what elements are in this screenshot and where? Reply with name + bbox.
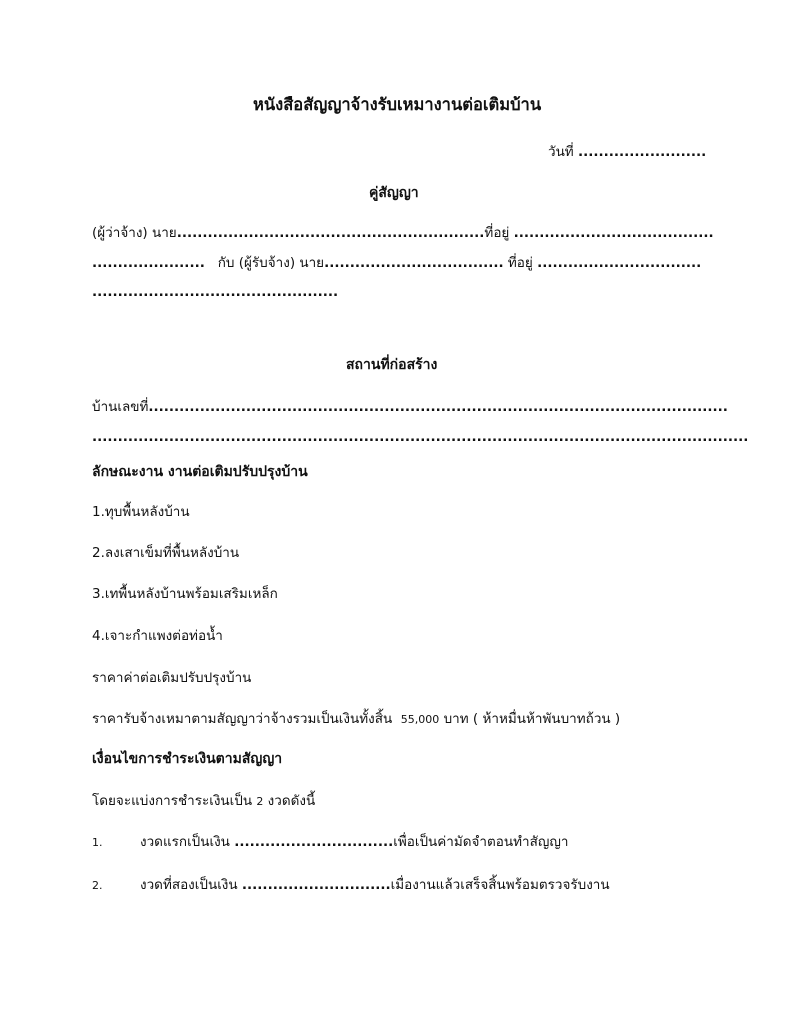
installment-2-dots: ............................. [241, 877, 391, 893]
parties-heading: คู่สัญญา [369, 185, 419, 201]
payment-intro-suffix: งวดดังนี้ [267, 793, 316, 809]
date-label: วันที่ [548, 144, 574, 160]
work-item-1: 1.ทุบพื้นหลังบ้าน [92, 504, 190, 520]
price-amount: 55,000 [400, 713, 440, 726]
installment-1-number: 1. [92, 836, 103, 849]
house-number-dots: ................................................................................................................. [148, 399, 728, 415]
installment-2 [92, 876, 610, 895]
parties-line-3 [92, 283, 338, 301]
installment-2-number: 2. [92, 879, 103, 892]
site-line-2 [92, 428, 748, 446]
employer-address-dots: ....................................... [513, 225, 714, 241]
employer-address-dots-cont: ...................... [92, 255, 205, 271]
contractor-name-dots: ................................... [324, 255, 504, 271]
price-text: ราคารับจ้างเหมาตามสัญญาว่าจ้างรวมเป็นเงินทั้งสิ้น [92, 711, 393, 727]
work-item-4: 4.เจาะกำแพงต่อท่อน้ำ [92, 628, 223, 644]
installment-1-label: งวดแรกเป็นเงิน [140, 834, 230, 850]
contractor-address-dots: ................................ [537, 255, 702, 271]
payment-intro [92, 792, 315, 811]
payment-intro-count: 2 [256, 795, 264, 808]
employer-address-label: ที่อยู่ [484, 225, 510, 241]
parties-line-2 [92, 254, 701, 272]
contractor-address-label: ที่อยู่ [507, 255, 533, 271]
installment-1-dots: ............................... [234, 834, 394, 850]
contractor-address-dots-cont: ................................................ [92, 284, 339, 300]
employer-label: (ผู้ว่าจ้าง) นาย [92, 225, 177, 241]
date-dots: ......................... [578, 144, 707, 160]
contractor-label: กับ (ผู้รับจ้าง) นาย [217, 255, 325, 271]
document-title: หนังสือสัญญาจ้างรับเหมางานต่อเติมบ้าน [253, 95, 542, 114]
site-line-1 [92, 398, 728, 416]
price-heading: ราคาค่าต่อเติมปรับปรุงบ้าน [92, 670, 252, 686]
work-item-3: 3.เทพื้นหลังบ้านพร้อมเสริมเหล็ก [92, 586, 278, 602]
payment-heading: เงื่อนไขการชำระเงินตามสัญญา [92, 751, 283, 767]
parties-line-1 [92, 224, 714, 242]
site-heading: สถานที่ก่อสร้าง [346, 357, 438, 373]
price-unit: บาท ( ห้าหมื่นห้าพันบาทถ้วน ) [443, 711, 621, 727]
site-address-dots: ................................................................................................................................ [92, 429, 749, 445]
work-item-2: 2.ลงเสาเข็มที่พื้นหลังบ้าน [92, 545, 240, 561]
installment-2-label: งวดที่สองเป็นเงิน [140, 877, 238, 893]
installment-2-desc: เมื่องานแล้วเสร็จสิ้นพร้อมตรวจรับงาน [390, 877, 610, 893]
price-line [92, 710, 620, 729]
installment-1-desc: เพื่อเป็นค่ามัดจำตอนทำสัญญา [393, 834, 569, 850]
house-number-label: บ้านเลขที่ [92, 399, 149, 415]
work-heading: ลักษณะงาน งานต่อเติมปรับปรุงบ้าน [92, 464, 308, 480]
payment-intro-text: โดยจะแบ่งการชำระเงินเป็น [92, 793, 253, 809]
employer-name-dots: ............................................................ [176, 225, 485, 241]
installment-1 [92, 833, 568, 852]
date-line [548, 143, 706, 161]
